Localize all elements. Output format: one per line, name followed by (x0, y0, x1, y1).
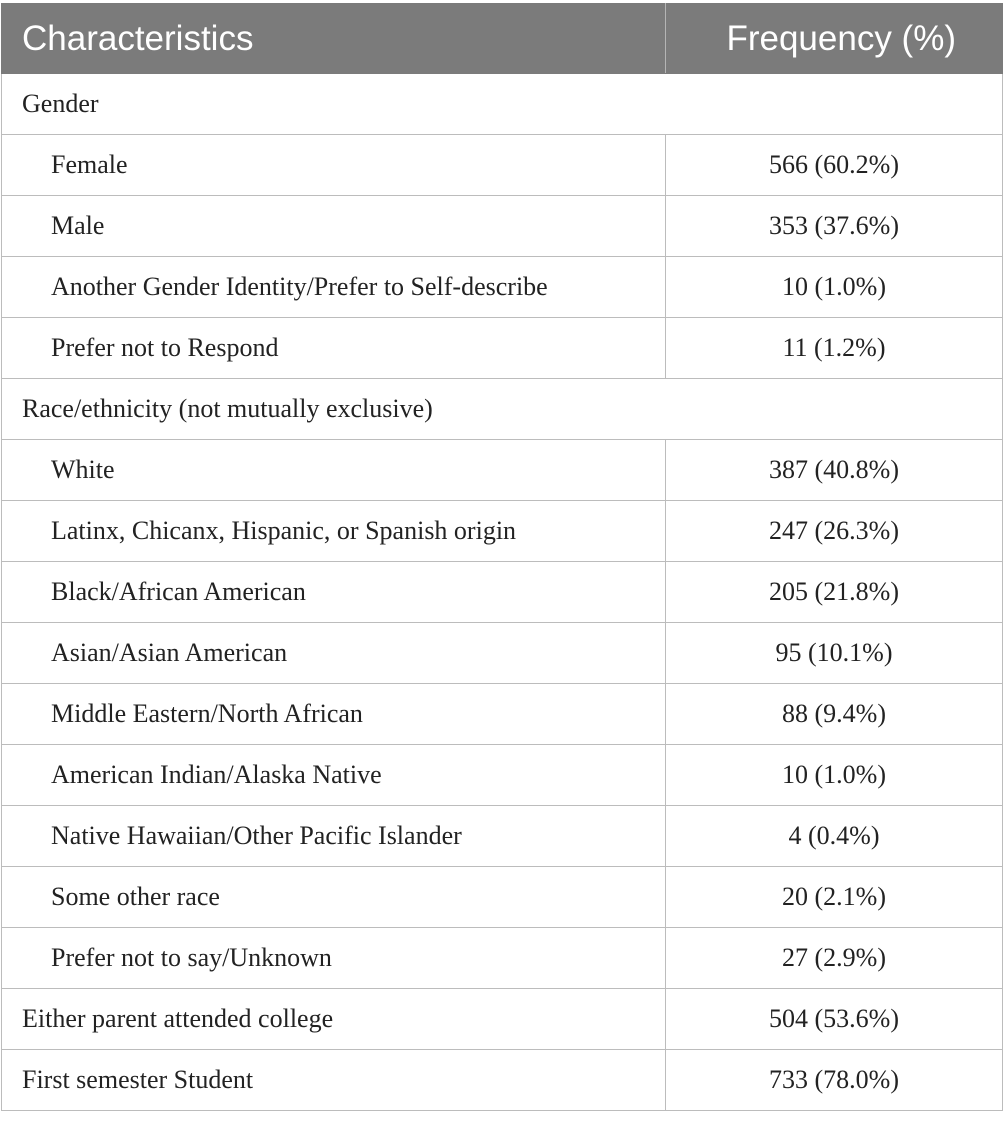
table-row (2, 867, 1003, 928)
row-value: 95 (10.1%) (666, 623, 1003, 684)
table-row (2, 745, 1003, 806)
row-value: 387 (40.8%) (666, 440, 1003, 501)
row-label: Female (2, 135, 666, 196)
row-value: 88 (9.4%) (666, 684, 1003, 745)
row-label: Native Hawaiian/Other Pacific Islander (2, 806, 666, 867)
row-label: Male (2, 196, 666, 257)
header-frequency: Frequency (%) (666, 4, 1003, 74)
table-row (2, 1050, 1003, 1111)
row-value: 566 (60.2%) (666, 135, 1003, 196)
row-value: 27 (2.9%) (666, 928, 1003, 989)
row-value: 4 (0.4%) (666, 806, 1003, 867)
row-label: Prefer not to Respond (2, 318, 666, 379)
group-label-race: Race/ethnicity (not mutually exclusive) (2, 379, 1003, 440)
row-label: Some other race (2, 867, 666, 928)
header-characteristics: Characteristics (2, 4, 666, 74)
table-row (2, 562, 1003, 623)
table-row (2, 806, 1003, 867)
demographics-table (1, 3, 1003, 1111)
row-label: Asian/Asian American (2, 623, 666, 684)
table-row (2, 989, 1003, 1050)
table-row (2, 135, 1003, 196)
row-label: Prefer not to say/Unknown (2, 928, 666, 989)
row-label: Middle Eastern/North African (2, 684, 666, 745)
row-value: 353 (37.6%) (666, 196, 1003, 257)
row-label: Either parent attended college (2, 989, 666, 1050)
table-row (2, 623, 1003, 684)
row-label: Latinx, Chicanx, Hispanic, or Spanish origin (2, 501, 666, 562)
row-label: American Indian/Alaska Native (2, 745, 666, 806)
row-value: 733 (78.0%) (666, 1050, 1003, 1111)
table-row (2, 257, 1003, 318)
table-row (2, 501, 1003, 562)
table-row (2, 440, 1003, 501)
row-label: White (2, 440, 666, 501)
group-row-gender (2, 74, 1003, 135)
group-label-gender: Gender (2, 74, 1003, 135)
row-value: 11 (1.2%) (666, 318, 1003, 379)
table-row (2, 684, 1003, 745)
row-value: 247 (26.3%) (666, 501, 1003, 562)
row-value: 504 (53.6%) (666, 989, 1003, 1050)
header-row (2, 4, 1003, 74)
row-value: 20 (2.1%) (666, 867, 1003, 928)
table-row (2, 318, 1003, 379)
group-row-race (2, 379, 1003, 440)
row-label: Another Gender Identity/Prefer to Self-describe (2, 257, 666, 318)
row-value: 205 (21.8%) (666, 562, 1003, 623)
row-value: 10 (1.0%) (666, 257, 1003, 318)
row-label: First semester Student (2, 1050, 666, 1111)
table-row (2, 196, 1003, 257)
table-row (2, 928, 1003, 989)
row-value: 10 (1.0%) (666, 745, 1003, 806)
row-label: Black/African American (2, 562, 666, 623)
